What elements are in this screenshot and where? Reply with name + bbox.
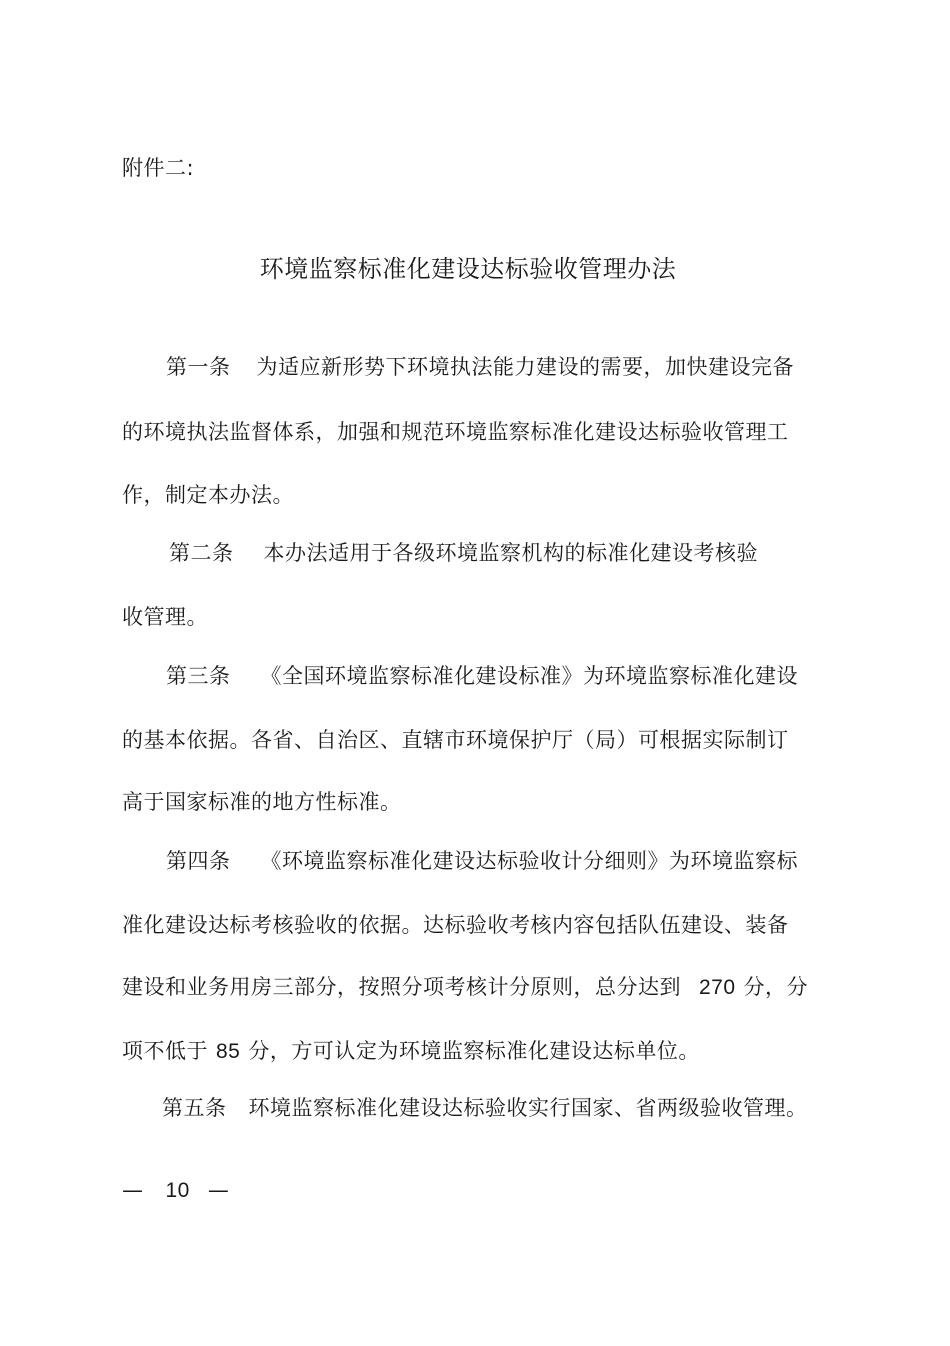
article-5-label: 第五条: [162, 1096, 227, 1120]
article-3-line-3: 高于国家标准的地方性标准。: [122, 790, 402, 814]
footer-dash-right: —: [207, 1178, 230, 1202]
article-1-line-1: [166, 352, 794, 382]
article-3-line-2: 的基本依据。各省、自治区、直辖市环境保护厅（局）可根据实际制订: [122, 728, 789, 752]
article-2-line-1: [169, 538, 758, 568]
article-3-text-1: 《全国环境监察标准化建设标准》为环境监察标准化建设: [260, 664, 798, 688]
attachment-label: 附件二:: [122, 156, 195, 180]
article-4-text-3b: 分，分: [743, 975, 809, 999]
article-5-line-1: [162, 1093, 808, 1123]
item-score-value: 85: [216, 1040, 241, 1063]
article-3-line-1: [166, 661, 798, 691]
article-2-label: 第二条: [169, 541, 234, 565]
article-4-line-4: [122, 1036, 700, 1067]
article-2-line-2: 收管理。: [122, 605, 208, 629]
total-score-value: 270: [699, 976, 736, 999]
article-4-text-4a: 项不低于: [122, 1039, 208, 1063]
article-1-line-3: 作，制定本办法。: [122, 483, 294, 507]
article-2-text-1: 本办法适用于各级环境监察机构的标准化建设考核验: [263, 541, 758, 565]
article-4-text-1: 《环境监察标准化建设达标验收计分细则》为环境监察标: [260, 849, 798, 873]
footer-dash-left: —: [122, 1178, 144, 1202]
article-1-line-2: 的环境执法监督体系，加强和规范环境监察标准化建设达标验收管理工: [122, 420, 789, 444]
document-title: 环境监察标准化建设达标验收管理办法: [259, 255, 677, 283]
article-4-text-3a: 建设和业务用房三部分，按照分项考核计分原则，总分达到: [122, 975, 681, 999]
page-footer: [122, 1175, 229, 1206]
article-1-label: 第一条: [166, 355, 231, 379]
article-4-line-1: [166, 846, 798, 876]
article-4-line-3: [122, 972, 808, 1003]
article-5-text-1: 环境监察标准化建设达标验收实行国家、省两级验收管理。: [248, 1096, 808, 1120]
article-4-line-2: 准化建设达标考核验收的依据。达标验收考核内容包括队伍建设、装备: [122, 913, 789, 937]
article-4-label: 第四条: [166, 849, 231, 873]
page-number: 10: [165, 1179, 190, 1202]
article-4-text-4b: 分，方可认定为环境监察标准化建设达标单位。: [248, 1039, 700, 1063]
article-3-label: 第三条: [166, 664, 231, 688]
article-1-text-1: 为适应新形势下环境执法能力建设的需要，加快建设完备: [256, 355, 794, 379]
